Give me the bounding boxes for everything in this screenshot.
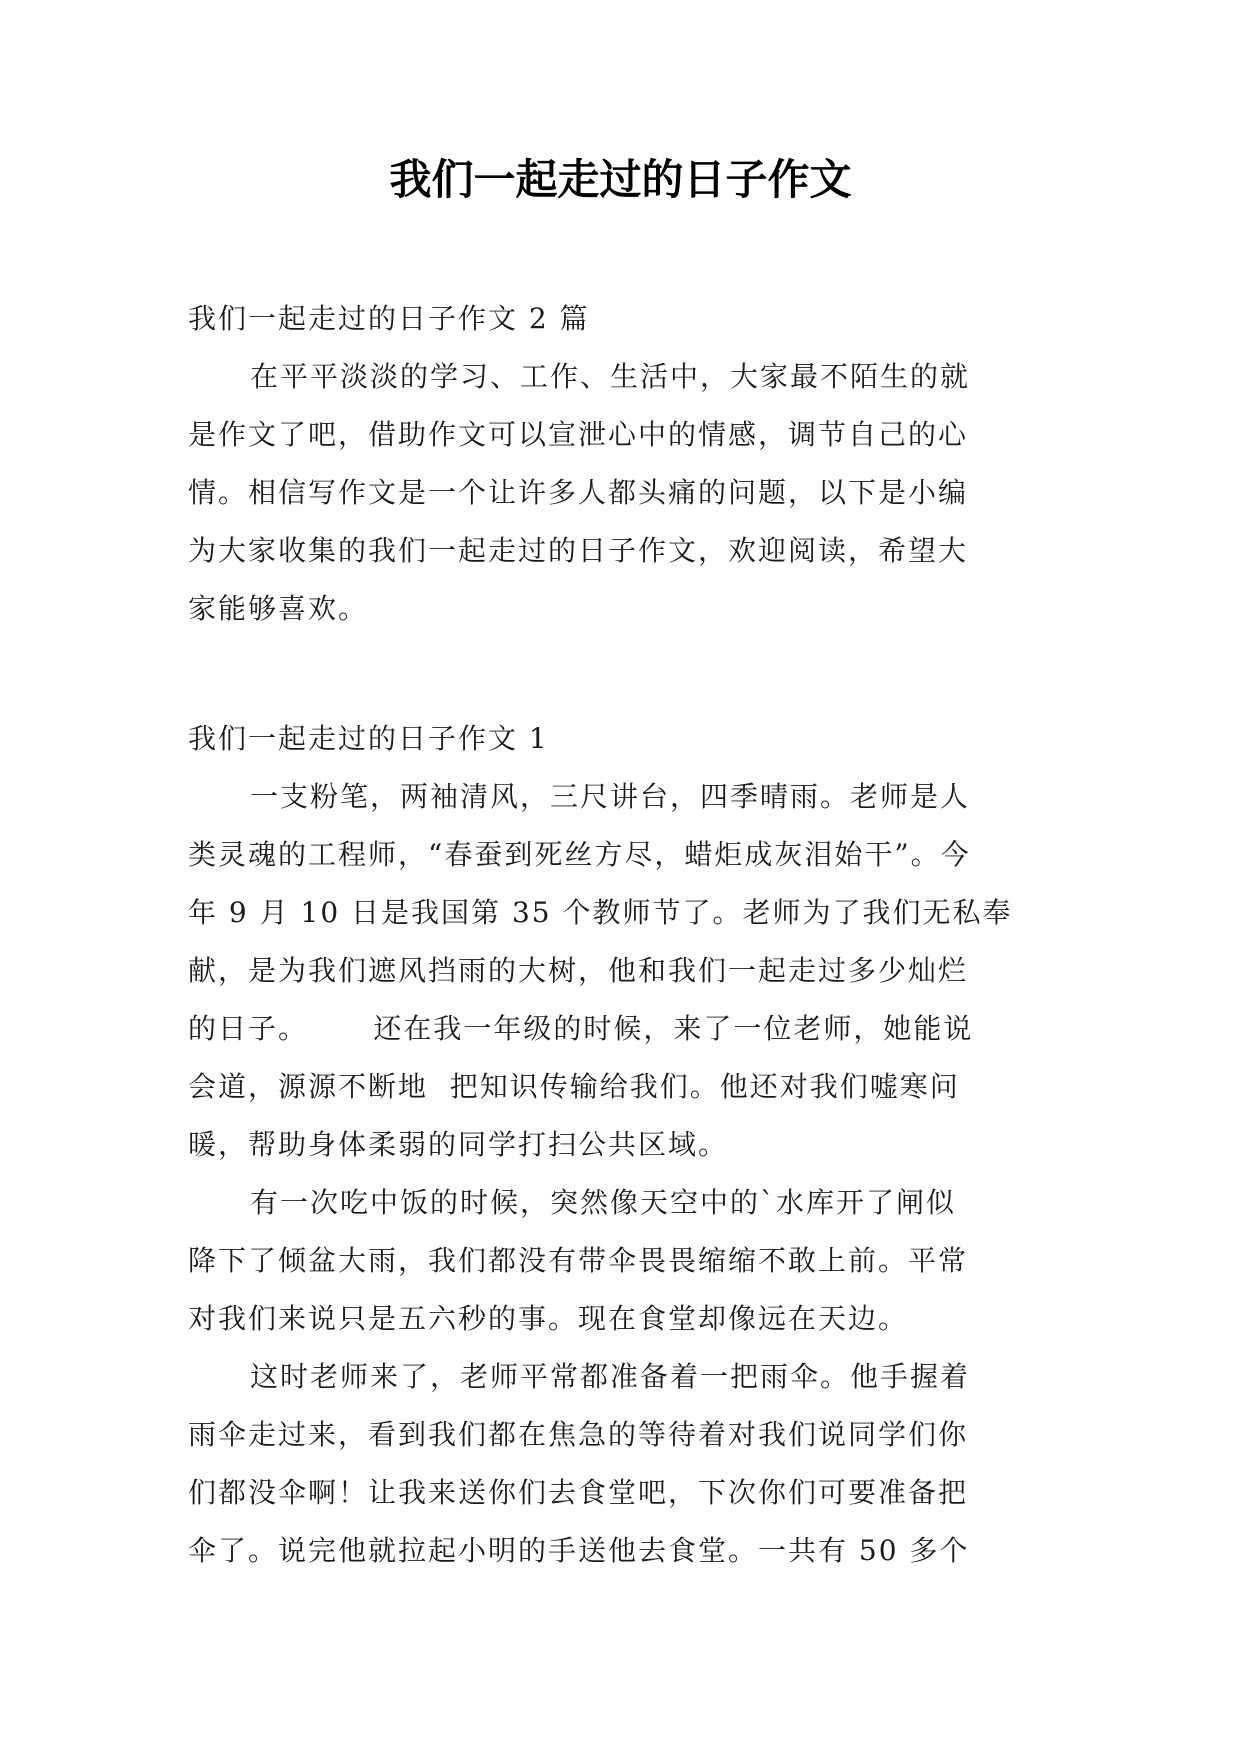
- paragraph-line: 们都没伞啊！让我来送你们去食堂吧，下次你们可要准备把: [188, 1476, 969, 1509]
- paragraph-line: 对我们来说只是五六秒的事。现在食堂却像远在天边。: [188, 1302, 909, 1335]
- paragraph-line: 暖，帮助身体柔弱的同学打扫公共区域。: [188, 1128, 729, 1161]
- paragraph-line: 年 9 月 10 日是我国第 35 个教师节了。老师为了我们无私奉: [188, 896, 1013, 929]
- intro-line: 家能够喜欢。: [188, 592, 369, 625]
- paragraph-line: 伞了。说完他就拉起小明的手送他去食堂。一共有 50 多个: [188, 1534, 970, 1567]
- document-title: 我们一起走过的日子作文: [389, 155, 852, 204]
- paragraph-line: 降下了倾盆大雨，我们都没有带伞畏畏缩缩不敢上前。平常: [188, 1244, 969, 1277]
- paragraph-line: 献，是为我们遮风挡雨的大树，他和我们一起走过多少灿烂: [188, 954, 969, 987]
- paragraph-line: 雨伞走过来，看到我们都在焦急的等待着对我们说同学们你: [188, 1418, 969, 1451]
- paragraph-line: 的日子。 还在我一年级的时候，来了一位老师，她能说: [188, 1012, 974, 1045]
- intro-line: 在平平淡淡的学习、工作、生活中，大家最不陌生的就: [250, 360, 971, 393]
- paragraph-line: 有一次吃中饭的时候，突然像天空中的`水库开了闸似: [250, 1186, 957, 1219]
- subtitle: 我们一起走过的日子作文 2 篇: [188, 302, 590, 335]
- intro-line: 是作文了吧，借助作文可以宣泄心中的情感，调节自己的心: [188, 418, 969, 451]
- paragraph-line: 一支粉笔，两袖清风，三尺讲台，四季晴雨。老师是人: [250, 780, 971, 813]
- paragraph-line: 类灵魂的工程师，“春蚕到死丝方尽，蜡炬成灰泪始干”。今: [188, 838, 971, 871]
- intro-line: 为大家收集的我们一起走过的日子作文，欢迎阅读，希望大: [188, 534, 969, 567]
- paragraph-line: 会道，源源不断地 把知识传输给我们。他还对我们嘘寒问: [188, 1070, 960, 1103]
- document-body: [188, 290, 1052, 1580]
- section-heading: 我们一起走过的日子作文 1: [188, 722, 549, 755]
- intro-line: 情。相信写作文是一个让许多人都头痛的问题，以下是小编: [188, 476, 969, 509]
- paragraph-line: 这时老师来了，老师平常都准备着一把雨伞。他手握着: [250, 1360, 971, 1393]
- spacer: [188, 638, 1052, 710]
